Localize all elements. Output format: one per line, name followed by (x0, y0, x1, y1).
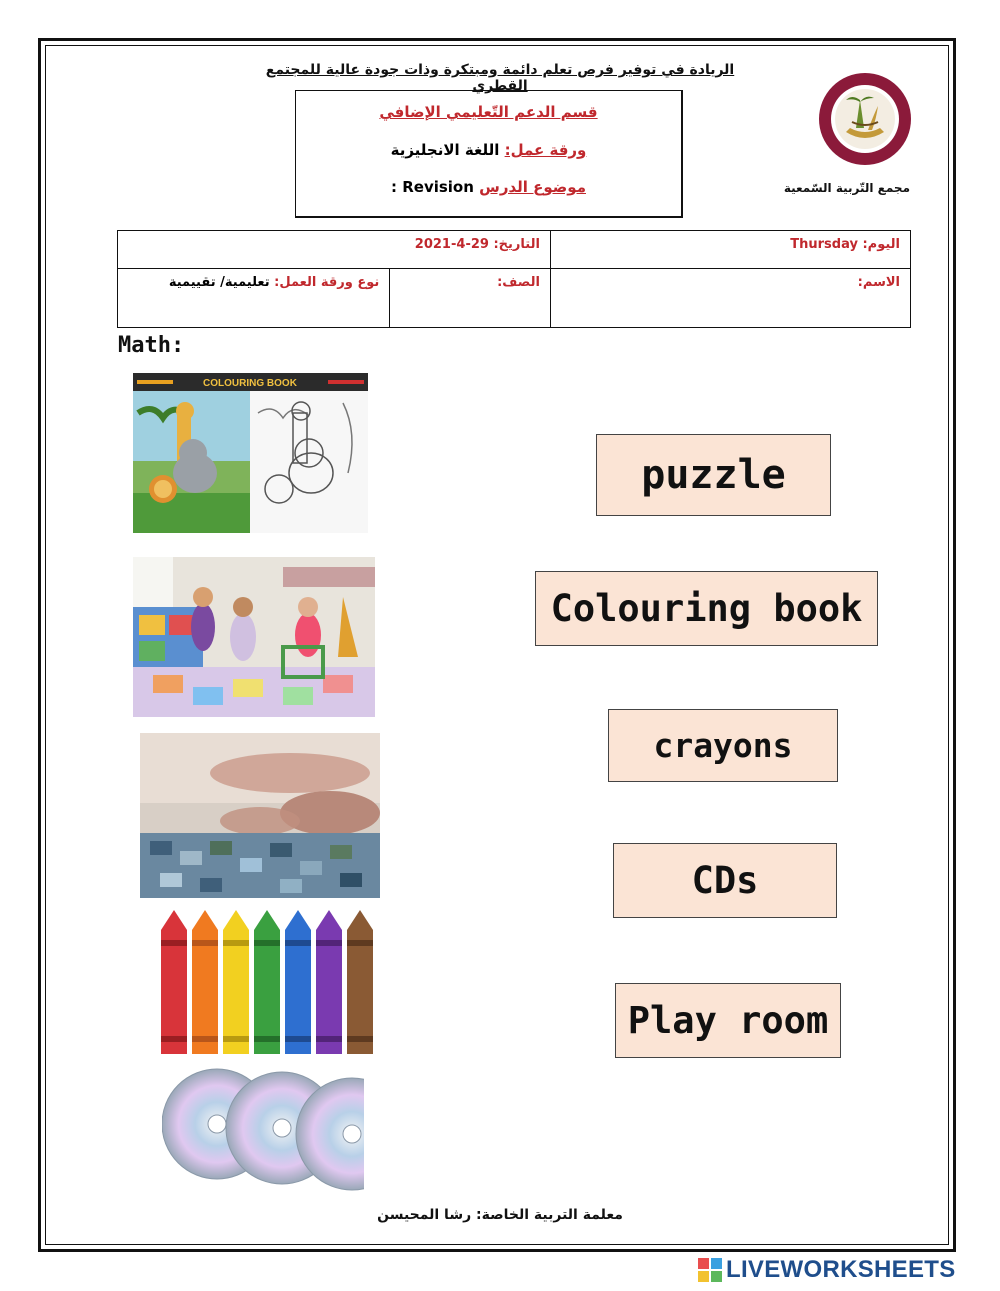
class-cell[interactable] (390, 269, 551, 328)
worksheet-type-value: تعليمية/ تقييمية (168, 275, 270, 290)
worksheet-type-cell[interactable] (118, 269, 390, 328)
name-cell[interactable] (550, 269, 910, 328)
date-label: التاريخ: (493, 237, 540, 252)
liveworksheets-brand (698, 1258, 956, 1282)
colouring-book-image (133, 373, 368, 533)
puzzle-image (140, 733, 380, 898)
word-box-colouring-book[interactable]: Colouring book (535, 571, 878, 646)
day-value: Thursday (790, 237, 858, 252)
school-motto: الريادة في توفير فرص تعلم دائمة ومبتكرة وذات جودة عالية للمجتمع القطري (265, 62, 735, 94)
lesson-line (296, 178, 681, 196)
lesson-label: موضوع الدرس (479, 178, 586, 196)
qatar-ministry-logo (816, 70, 914, 168)
title-box (295, 90, 683, 218)
liveworksheets-logo-icon (698, 1258, 722, 1282)
word-box-crayons[interactable]: crayons (608, 709, 838, 782)
section-title: Math: (118, 333, 185, 358)
day-cell[interactable] (550, 231, 910, 269)
day-label: اليوم: (862, 237, 900, 252)
colouring-book-caption: COLOURING BOOK (203, 378, 297, 389)
teacher-name: معلمة التربية الخاصة: رشا المحيسن (377, 1207, 623, 1223)
worksheet-type-label: نوع ورقة العمل: (274, 275, 380, 290)
liveworksheets-wordmark: LIVEWORKSHEETS (726, 1256, 956, 1283)
logo-caption: مجمع التّربية السّمعية (783, 181, 910, 195)
worksheet-subject-line (296, 141, 681, 159)
info-table (117, 230, 911, 328)
name-label: الاسم: (857, 275, 900, 290)
worksheet-label: ورقة عمل: (504, 141, 587, 159)
word-box-puzzle[interactable]: puzzle (596, 434, 831, 516)
word-box-cds[interactable]: CDs (613, 843, 837, 918)
class-label: الصف: (497, 275, 540, 290)
department-title: قسم الدعم التّعليمي الإضافي (379, 103, 598, 121)
word-box-play-room[interactable]: Play room (615, 983, 841, 1058)
date-value: 29-4-2021 (414, 237, 489, 252)
worksheet-subject: اللغة الانجليزية (390, 141, 500, 159)
crayons-image (158, 908, 374, 1054)
cds-image (162, 1064, 364, 1194)
lesson-value: Revision : (390, 178, 474, 196)
date-cell[interactable] (118, 231, 551, 269)
play-room-image (133, 557, 375, 717)
